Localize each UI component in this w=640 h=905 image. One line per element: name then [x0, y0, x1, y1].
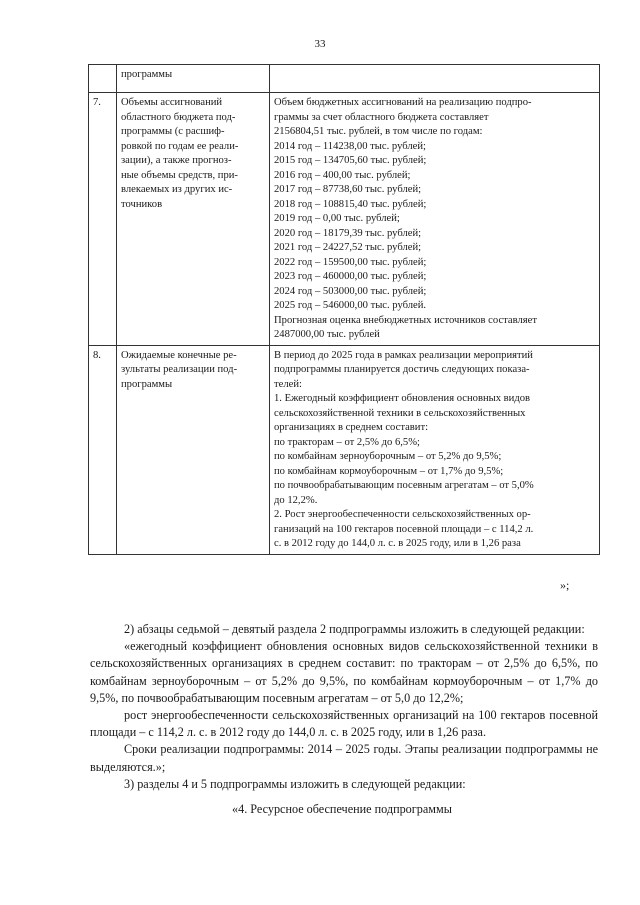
text-line: ные объемы средств, при-	[121, 169, 238, 181]
text-line: точников	[121, 198, 163, 210]
text-line: Объемы ассигнований	[121, 97, 223, 108]
text-line: с. в 2012 году до 144,0 л. с. в 2025 году, или в 1,26 раза	[274, 538, 521, 549]
table-row	[89, 345, 600, 554]
row-value-cell	[270, 65, 600, 93]
row-number-cell: 8.	[89, 345, 117, 554]
paragraph: 3) разделы 4 и 5 подпрограммы изложить в следующей редакции:	[124, 776, 466, 791]
text-line: зации), а также прогноз-	[121, 155, 232, 166]
paragraph: Сроки реализации подпрограммы: 2014 – 2025 годы. Этапы реализации подпрограммы не выделяются.»;	[90, 742, 598, 774]
text-line: телей:	[274, 378, 302, 390]
text-line: 2023 год – 460000,00 тыс. рублей;	[274, 271, 427, 282]
row-name-cell: программы	[117, 65, 270, 93]
text-line: программы	[121, 378, 173, 390]
text-line: 2025 год – 546000,00 тыс. рублей.	[274, 300, 427, 311]
text-line: 2019 год – 0,00 тыс. рублей;	[274, 213, 400, 224]
text-line: по тракторам – от 2,5% до 6,5%;	[274, 436, 420, 448]
text-line: сельскохозяйственной техники в сельскохозяйственных	[274, 407, 526, 419]
text-line: Прогнозная оценка внебюджетных источников составляет	[274, 314, 537, 326]
table-row	[89, 65, 600, 93]
text-line: зультаты реализации под-	[121, 364, 238, 375]
section-heading: «4. Ресурсное обеспечение подпрограммы	[232, 802, 452, 816]
text-line: по комбайнам зерноуборочным – от 5,2% до 9,5%;	[274, 451, 502, 462]
text-line: 2156804,51 тыс. рублей, в том числе по годам:	[274, 126, 483, 137]
row-number-cell	[89, 65, 117, 93]
text-line: влекаемых из других ис-	[121, 184, 233, 195]
text-line: по почвообрабатывающим посевным агрегатам – от 5,0%	[274, 480, 534, 491]
text-line: В период до 2025 года в рамках реализации мероприятий	[274, 349, 533, 361]
text-line: граммы за счет областного бюджета составляет	[274, 111, 489, 123]
table-closing-quote: »;	[560, 578, 570, 592]
paragraph: «ежегодный коэффициент обновления основных видов сельскохозяйственной техники в сельскохозяйственных организациях в среднем составит: по тракторам – от 2,5% до 6,5%, по комбайнам зерноуборочным – от 5,2% до 9,5%, по комбайнам кормоуборочным – от 1,7% до 9,5%, по почвообрабатывающим посевным агрегатам – от 5,0 до 12,2%;	[90, 639, 598, 705]
text-line: 2021 год – 24227,52 тыс. рублей;	[274, 242, 422, 253]
amendment-text	[90, 621, 598, 793]
page-number: 33	[314, 38, 326, 50]
text-line: программы (с расшиф-	[121, 126, 225, 137]
text-line: организациях в среднем составит:	[274, 422, 429, 433]
row-number-cell: 7.	[89, 93, 117, 346]
text-line: 2. Рост энергообеспеченности сельскохозяйственных ор-	[274, 509, 531, 520]
text-line: Объем бюджетных ассигнований на реализацию подпро-	[274, 97, 532, 108]
text-line: 2487000,00 тыс. рублей	[274, 329, 380, 340]
text-line: 2015 год – 134705,60 тыс. рублей;	[274, 155, 427, 166]
text-line: Ожидаемые конечные ре-	[121, 349, 237, 361]
text-line: ровкой по годам ее реали-	[121, 140, 239, 152]
text-line: подпрограммы планируется достичь следующих показа-	[274, 364, 530, 375]
text-line: 2024 год – 503000,00 тыс. рублей;	[274, 285, 427, 297]
text-line: до 12,2%.	[274, 494, 318, 506]
paragraph: 2) абзацы седьмой – девятый раздела 2 подпрограммы изложить в следующей редакции:	[124, 622, 585, 636]
row-name-cell	[117, 345, 270, 554]
text-line: 2018 год – 108815,40 тыс. рублей;	[274, 198, 427, 210]
text-line: 2016 год – 400,00 тыс. рублей;	[274, 169, 411, 181]
text-line: 2022 год – 159500,00 тыс. рублей;	[274, 256, 427, 268]
text-line: 2017 год – 87738,60 тыс. рублей;	[274, 184, 422, 195]
table-row	[89, 93, 600, 346]
subprogram-passport-table	[88, 64, 600, 555]
text-line: по комбайнам кормоуборочным – от 1,7% до 9,5%;	[274, 465, 504, 477]
text-line: 2020 год – 18179,39 тыс. рублей;	[274, 227, 422, 239]
text-line: областного бюджета под-	[121, 111, 236, 123]
row-name-cell	[117, 93, 270, 346]
paragraph: рост энергообеспеченности сельскохозяйственных организаций на 100 гектаров посевной площади – с 114,2 л. с. в 2012 году до 144,0 л. с. в 2025 году, или в 1,26 раза.	[90, 708, 598, 740]
text-line: ганизаций на 100 гектаров посевной площади – с 114,2 л.	[274, 523, 534, 535]
row-value-cell	[270, 345, 600, 554]
text-line: 1. Ежегодный коэффициент обновления основных видов	[274, 393, 531, 404]
text-line: 2014 год – 114238,00 тыс. рублей;	[274, 140, 426, 152]
row-value-cell	[270, 93, 600, 346]
